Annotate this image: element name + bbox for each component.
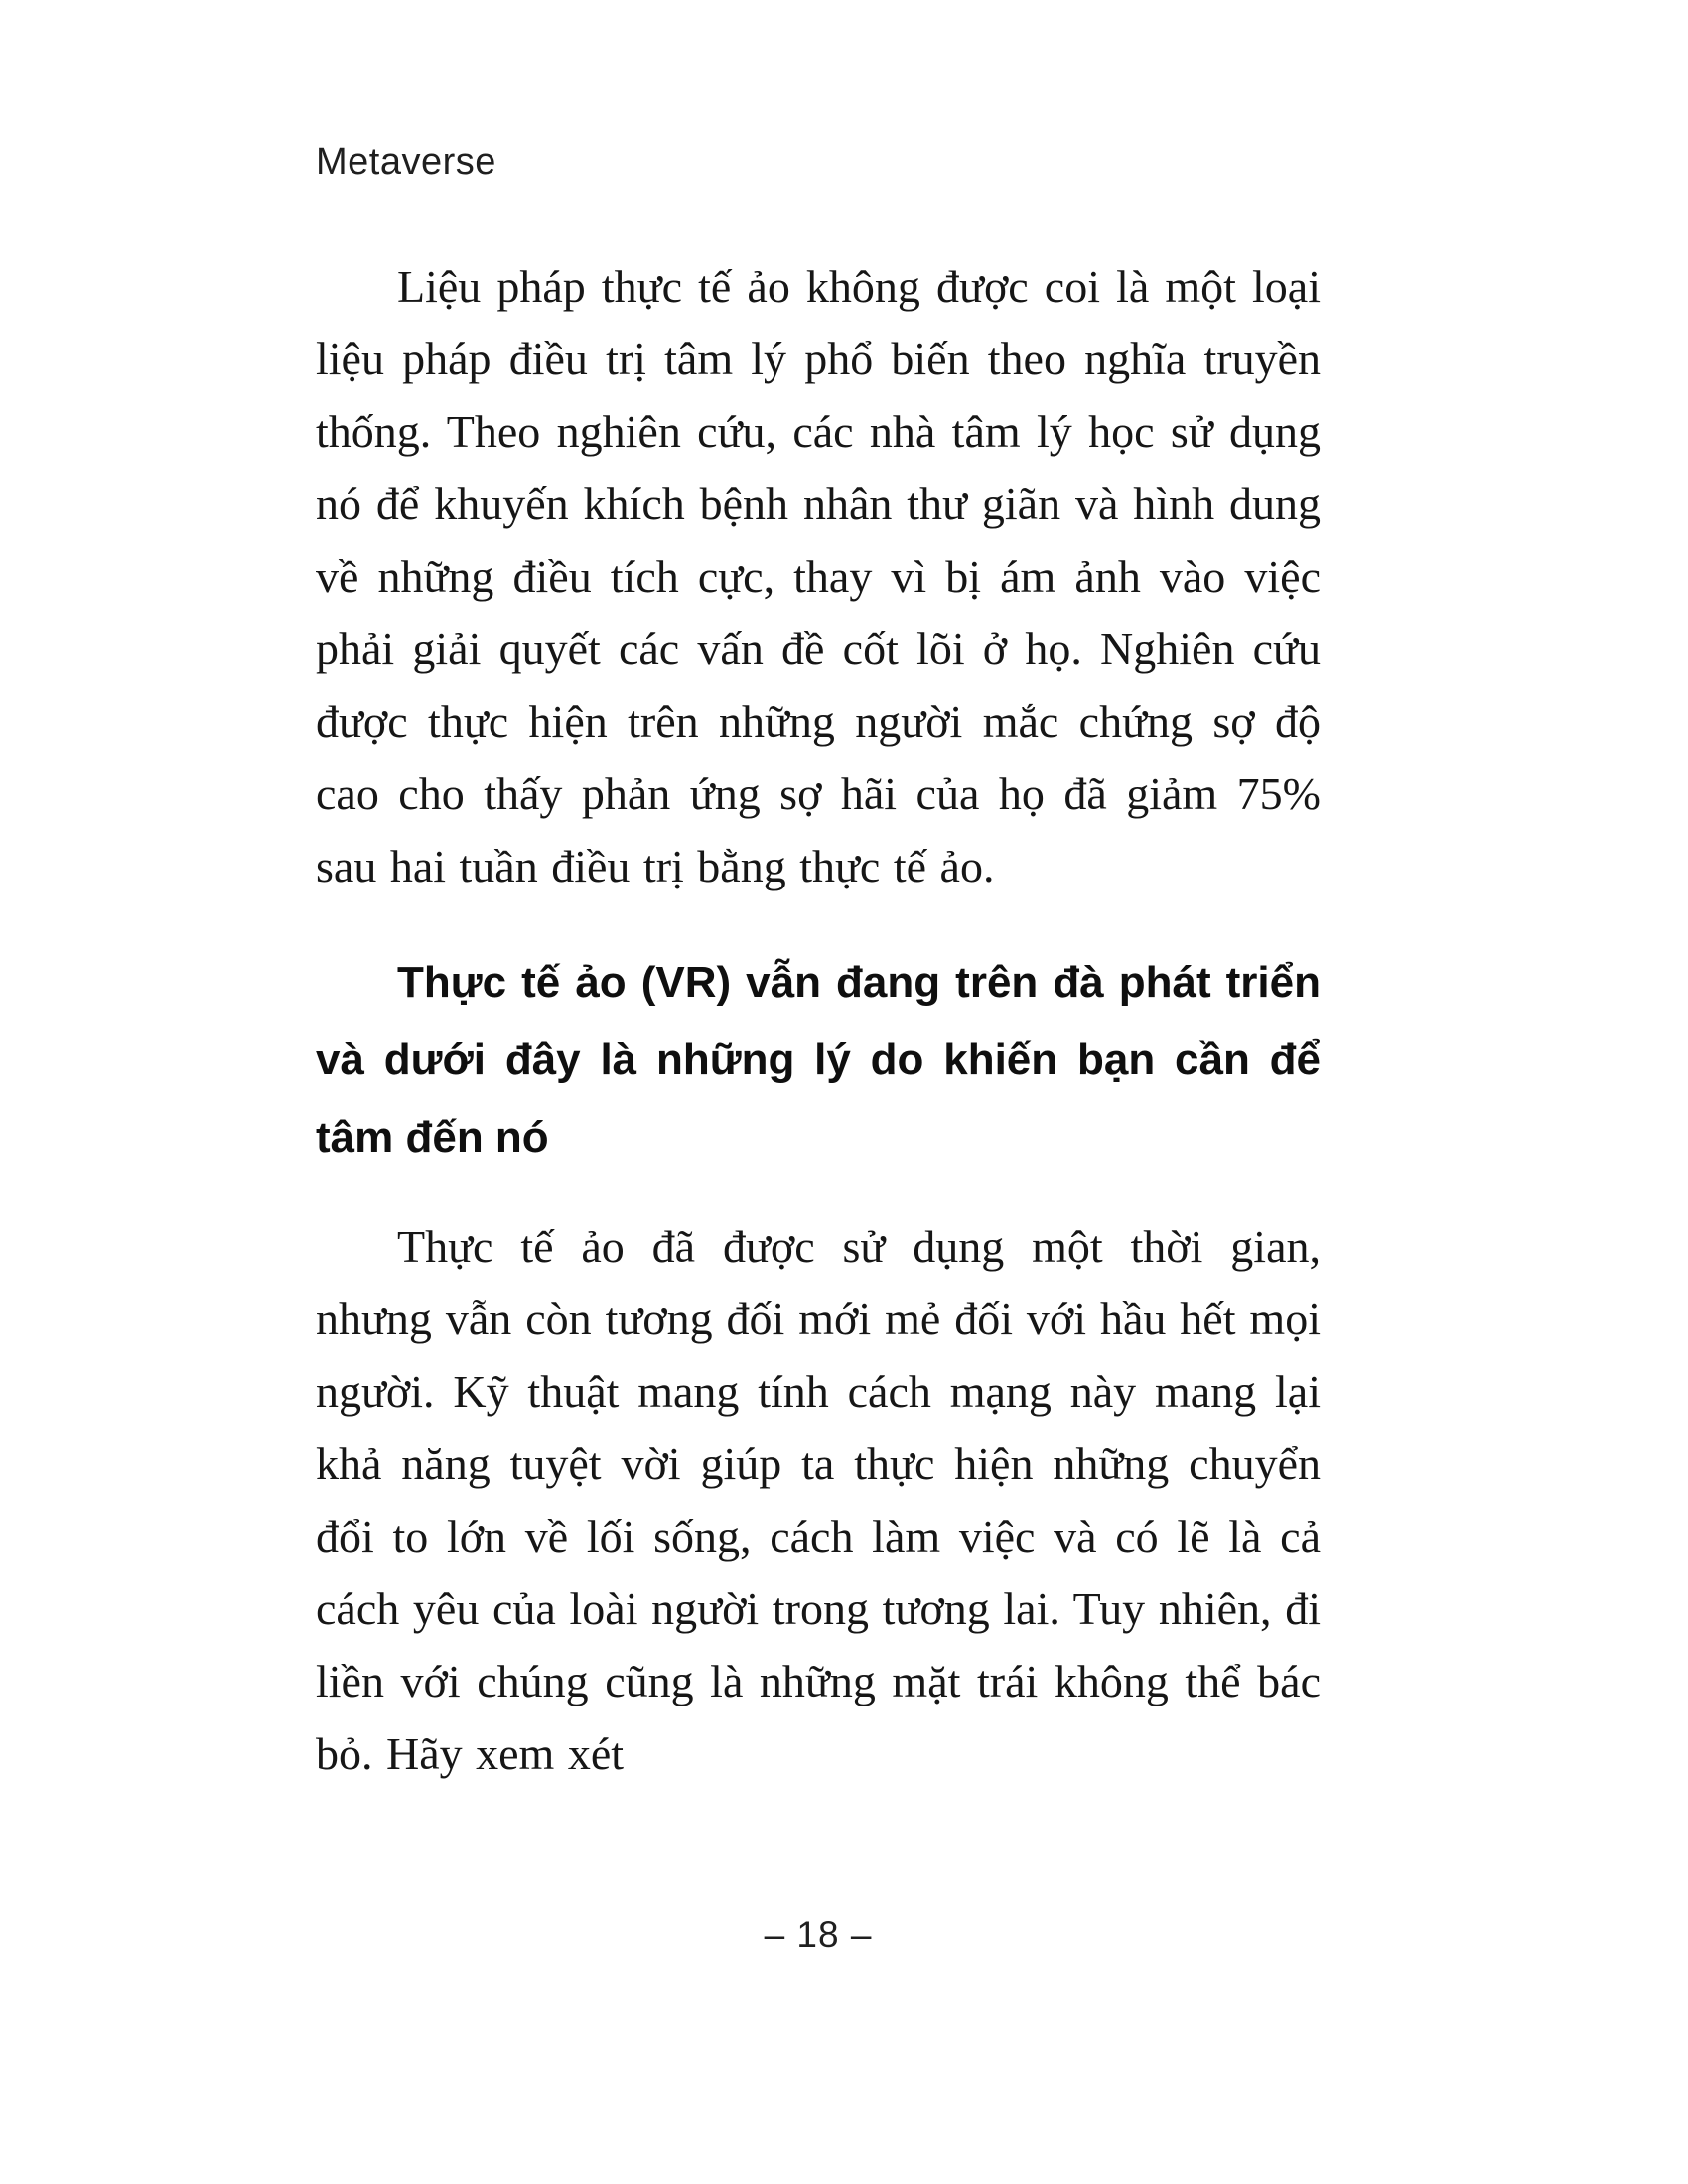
- page-number: – 18 –: [764, 1914, 873, 1955]
- running-header: Metaverse: [316, 141, 496, 183]
- paragraph-vr-usage: Thực tế ảo đã được sử dụng một thời gian, nhưng vẫn còn tương đối mới mẻ đối với hầu hết mọi người. Kỹ thuật mang tính cách mạng này mang lại khả năng tuyệt vời giúp ta thực hiện những chuyển đổi to lớn về lối sống, cách làm việc và có lẽ là cả cách yêu của loài người trong tương lai. Tuy nhiên, đi liền với chúng cũng là những mặt trái không thể bác bỏ. Hãy xem xét: [316, 1221, 1321, 1779]
- page-body: [316, 250, 1321, 1790]
- section-heading-vr-growth: Thực tế ảo (VR) vẫn đang trên đà phát triển và dưới đây là những lý do khiến bạn cần để tâm đến nó: [316, 958, 1321, 1161]
- paragraph-vr-therapy: Liệu pháp thực tế ảo không được coi là một loại liệu pháp điều trị tâm lý phổ biến theo nghĩa truyền thống. Theo nghiên cứu, các nhà tâm lý học sử dụng nó để khuyến khích bệnh nhân thư giãn và hình dung về những điều tích cực, thay vì bị ám ảnh vào việc phải giải quyết các vấn đề cốt lõi ở họ. Nghiên cứu được thực hiện trên những người mắc chứng sợ độ cao cho thấy phản ứng sợ hãi của họ đã giảm 75% sau hai tuần điều trị bằng thực tế ảo.: [316, 261, 1321, 891]
